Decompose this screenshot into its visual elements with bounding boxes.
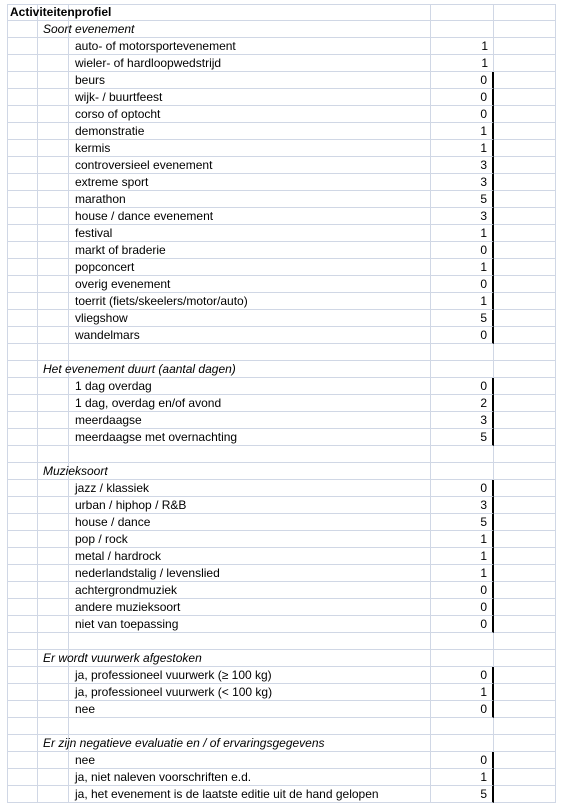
sheet-cell[interactable] — [38, 72, 69, 89]
item-value[interactable]: 0 — [431, 616, 494, 633]
item-row — [7, 582, 556, 599]
section-header: Muzieksoort — [43, 464, 108, 478]
item-label: house / dance — [75, 515, 151, 529]
sheet-cell[interactable] — [494, 752, 556, 769]
sheet-cell[interactable] — [494, 310, 556, 327]
sheet-cell[interactable] — [38, 752, 69, 769]
item-value[interactable]: 0 — [431, 276, 494, 293]
item-label: ja, professioneel vuurwerk (< 100 kg) — [75, 685, 273, 699]
sheet-cell[interactable] — [38, 123, 69, 140]
item-row — [7, 123, 556, 140]
sheet-cell[interactable] — [494, 106, 556, 123]
sheet-cell[interactable] — [431, 633, 494, 650]
sheet-cell[interactable] — [7, 55, 38, 72]
item-row — [7, 497, 556, 514]
sheet-cell[interactable] — [69, 140, 431, 157]
sheet-cell[interactable] — [38, 531, 69, 548]
sheet-cell[interactable] — [69, 463, 431, 480]
item-value[interactable]: 3 — [431, 174, 494, 191]
sheet-cell[interactable] — [7, 242, 38, 259]
item-value[interactable]: 1 — [431, 565, 494, 582]
sheet-cell[interactable] — [494, 208, 556, 225]
sheet-cell[interactable] — [7, 599, 38, 616]
item-value[interactable]: 1 — [431, 123, 494, 140]
item-label: nee — [75, 753, 96, 767]
sheet-cell[interactable] — [7, 378, 38, 395]
sheet-cell[interactable] — [38, 599, 69, 616]
sheet-cell[interactable] — [7, 786, 38, 803]
section-header: Er wordt vuurwerk afgestoken — [43, 651, 202, 665]
sheet-cell[interactable] — [38, 174, 69, 191]
item-label: niet van toepassing — [75, 617, 179, 631]
sheet-cell[interactable] — [7, 463, 38, 480]
sheet-cell[interactable] — [494, 429, 556, 446]
item-value[interactable]: 5 — [431, 310, 494, 327]
sheet-cell[interactable] — [38, 327, 69, 344]
item-value[interactable]: 5 — [431, 786, 494, 803]
item-row — [7, 208, 556, 225]
item-value[interactable]: 1 — [431, 55, 494, 72]
item-value[interactable]: 1 — [431, 548, 494, 565]
item-label: metal / hardrock — [75, 549, 162, 563]
item-row — [7, 276, 556, 293]
sheet-cell[interactable] — [494, 276, 556, 293]
item-row — [7, 429, 556, 446]
sheet-cell[interactable] — [7, 565, 38, 582]
sheet-cell[interactable] — [7, 344, 38, 361]
item-value[interactable]: 1 — [431, 531, 494, 548]
item-row — [7, 38, 556, 55]
sheet-cell[interactable] — [431, 718, 494, 735]
sheet-cell[interactable] — [38, 191, 69, 208]
item-value[interactable]: 5 — [431, 429, 494, 446]
sheet-cell[interactable] — [431, 446, 494, 463]
sheet-cell[interactable] — [7, 123, 38, 140]
section-header-row — [7, 463, 556, 480]
sheet-cell[interactable] — [38, 55, 69, 72]
sheet-cell[interactable] — [494, 565, 556, 582]
title-row — [7, 4, 556, 21]
item-label: wijk- / buurtfeest — [75, 90, 163, 104]
item-row — [7, 752, 556, 769]
item-label: beurs — [75, 73, 106, 87]
sheet-cell[interactable] — [7, 429, 38, 446]
sheet-cell[interactable] — [69, 344, 431, 361]
sheet-cell[interactable] — [7, 582, 38, 599]
item-row — [7, 514, 556, 531]
sheet-cell[interactable] — [7, 72, 38, 89]
item-row — [7, 786, 556, 803]
sheet-cell[interactable] — [69, 752, 431, 769]
sheet-cell[interactable] — [38, 633, 69, 650]
sheet-cell[interactable] — [38, 514, 69, 531]
item-label: meerdaagse — [75, 413, 142, 427]
item-value[interactable]: 0 — [431, 752, 494, 769]
item-label: marathon — [75, 192, 126, 206]
item-row — [7, 701, 556, 718]
sheet-cell[interactable] — [38, 259, 69, 276]
item-row — [7, 72, 556, 89]
sheet-cell[interactable] — [38, 276, 69, 293]
sheet-cell[interactable] — [494, 361, 556, 378]
spreadsheet-grid — [7, 4, 556, 803]
item-value[interactable]: 0 — [431, 701, 494, 718]
item-row — [7, 480, 556, 497]
sheet-cell[interactable] — [38, 106, 69, 123]
sheet-cell[interactable] — [7, 667, 38, 684]
item-row — [7, 565, 556, 582]
sheet-cell[interactable] — [7, 514, 38, 531]
sheet-cell[interactable] — [494, 463, 556, 480]
sheet-cell[interactable] — [7, 327, 38, 344]
item-label: urban / hiphop / R&B — [75, 498, 187, 512]
sheet-cell[interactable] — [69, 718, 431, 735]
section-header: Er zijn negatieve evaluatie en / of ervaringsgegevens — [43, 736, 325, 750]
item-label: nee — [75, 702, 96, 716]
item-value[interactable]: 0 — [431, 106, 494, 123]
item-row — [7, 548, 556, 565]
item-label: jazz / klassiek — [75, 481, 150, 495]
sheet-cell[interactable] — [494, 242, 556, 259]
sheet-cell[interactable] — [38, 225, 69, 242]
item-value[interactable]: 1 — [431, 38, 494, 55]
item-value[interactable]: 3 — [431, 208, 494, 225]
item-value[interactable]: 1 — [431, 293, 494, 310]
item-label: nederlandstalig / levenslied — [75, 566, 220, 580]
sheet-cell[interactable] — [7, 412, 38, 429]
item-row — [7, 157, 556, 174]
item-label: auto- of motorsportevenement — [75, 39, 236, 53]
sheet-cell[interactable] — [494, 72, 556, 89]
sheet-cell[interactable] — [38, 616, 69, 633]
sheet-cell[interactable] — [38, 667, 69, 684]
sheet-cell[interactable] — [38, 208, 69, 225]
sheet-cell[interactable] — [7, 650, 38, 667]
sheet-cell[interactable] — [7, 752, 38, 769]
sheet-cell[interactable] — [431, 361, 494, 378]
item-label: corso of optocht — [75, 107, 161, 121]
section-header-row — [7, 735, 556, 752]
sheet-cell[interactable] — [7, 106, 38, 123]
section-header: Soort evenement — [43, 22, 135, 36]
sheet-cell[interactable] — [38, 684, 69, 701]
sheet-cell[interactable] — [494, 718, 556, 735]
item-row — [7, 667, 556, 684]
sheet-cell[interactable] — [7, 140, 38, 157]
sheet-cell[interactable] — [69, 446, 431, 463]
item-row — [7, 293, 556, 310]
item-row — [7, 242, 556, 259]
item-row — [7, 191, 556, 208]
item-label: andere muzieksoort — [75, 600, 181, 614]
sheet-cell[interactable] — [7, 157, 38, 174]
empty-row — [7, 344, 556, 361]
sheet-cell[interactable] — [7, 548, 38, 565]
item-row — [7, 395, 556, 412]
sheet-cell[interactable] — [7, 208, 38, 225]
item-row — [7, 174, 556, 191]
sheet-cell[interactable] — [7, 497, 38, 514]
section-header-row — [7, 361, 556, 378]
item-value[interactable]: 0 — [431, 599, 494, 616]
sheet-cell[interactable] — [494, 599, 556, 616]
item-value[interactable]: 0 — [431, 89, 494, 106]
item-row — [7, 89, 556, 106]
sheet-cell[interactable] — [494, 446, 556, 463]
item-label: overig evenement — [75, 277, 171, 291]
sheet-cell[interactable] — [494, 735, 556, 752]
sheet-cell[interactable] — [494, 344, 556, 361]
sheet-cell[interactable] — [494, 633, 556, 650]
sheet-cell[interactable] — [7, 191, 38, 208]
sheet-cell[interactable] — [38, 701, 69, 718]
sheet-cell[interactable] — [431, 4, 494, 21]
item-value[interactable]: 3 — [431, 497, 494, 514]
sheet-cell[interactable] — [38, 378, 69, 395]
item-row — [7, 378, 556, 395]
sheet-cell[interactable] — [38, 242, 69, 259]
item-value[interactable]: 0 — [431, 72, 494, 89]
sheet-cell[interactable] — [494, 174, 556, 191]
sheet-cell[interactable] — [7, 174, 38, 191]
sheet-cell[interactable] — [38, 786, 69, 803]
item-label: demonstratie — [75, 124, 145, 138]
sheet-title: Activiteitenprofiel — [10, 5, 112, 19]
item-value[interactable]: 0 — [431, 667, 494, 684]
item-label: ja, niet naleven voorschriften e.d. — [75, 770, 252, 784]
item-value[interactable]: 0 — [431, 378, 494, 395]
item-label: extreme sport — [75, 175, 149, 189]
empty-row — [7, 446, 556, 463]
sheet-cell[interactable] — [494, 650, 556, 667]
item-label: festival — [75, 226, 113, 240]
sheet-cell[interactable] — [38, 582, 69, 599]
item-row — [7, 684, 556, 701]
section-header-row — [7, 650, 556, 667]
sheet-cell[interactable] — [431, 735, 494, 752]
sheet-cell[interactable] — [38, 480, 69, 497]
sheet-cell[interactable] — [69, 701, 431, 718]
sheet-cell[interactable] — [7, 38, 38, 55]
item-label: toerrit (fiets/skeelers/motor/auto) — [75, 294, 248, 308]
sheet-cell[interactable] — [431, 650, 494, 667]
sheet-cell[interactable] — [431, 21, 494, 38]
item-label: house / dance evenement — [75, 209, 214, 223]
item-label: meerdaagse met overnachting — [75, 430, 238, 444]
item-label: kermis — [75, 141, 111, 155]
sheet-cell[interactable] — [494, 616, 556, 633]
sheet-cell[interactable] — [494, 293, 556, 310]
sheet-cell[interactable] — [494, 548, 556, 565]
sheet-cell[interactable] — [7, 276, 38, 293]
sheet-cell[interactable] — [494, 38, 556, 55]
sheet-cell[interactable] — [7, 701, 38, 718]
sheet-cell[interactable] — [494, 123, 556, 140]
item-row — [7, 140, 556, 157]
sheet-cell[interactable] — [494, 395, 556, 412]
sheet-cell[interactable] — [494, 786, 556, 803]
sheet-cell[interactable] — [494, 21, 556, 38]
item-row — [7, 599, 556, 616]
sheet-cell[interactable] — [7, 718, 38, 735]
sheet-cell[interactable] — [494, 412, 556, 429]
item-row — [7, 225, 556, 242]
item-value[interactable]: 1 — [431, 140, 494, 157]
item-row — [7, 327, 556, 344]
sheet-cell[interactable] — [69, 72, 431, 89]
sheet-cell[interactable] — [38, 293, 69, 310]
sheet-cell[interactable] — [38, 446, 69, 463]
sheet-cell[interactable] — [38, 769, 69, 786]
sheet-cell[interactable] — [494, 514, 556, 531]
sheet-cell[interactable] — [7, 480, 38, 497]
sheet-cell[interactable] — [494, 531, 556, 548]
item-value[interactable]: 3 — [431, 157, 494, 174]
section-header: Het evenement duurt (aantal dagen) — [43, 362, 236, 376]
sheet-cell[interactable] — [7, 259, 38, 276]
item-label: popconcert — [75, 260, 135, 274]
sheet-cell[interactable] — [38, 548, 69, 565]
sheet-cell[interactable] — [38, 412, 69, 429]
sheet-cell[interactable] — [494, 55, 556, 72]
sheet-cell[interactable] — [38, 89, 69, 106]
sheet-cell[interactable] — [7, 293, 38, 310]
sheet-cell[interactable] — [494, 4, 556, 21]
sheet-cell[interactable] — [38, 344, 69, 361]
sheet-cell[interactable] — [69, 633, 431, 650]
sheet-cell[interactable] — [7, 225, 38, 242]
empty-row — [7, 633, 556, 650]
item-value[interactable]: 5 — [431, 514, 494, 531]
item-row — [7, 531, 556, 548]
item-row — [7, 616, 556, 633]
sheet-cell[interactable] — [38, 157, 69, 174]
sheet-cell[interactable] — [494, 480, 556, 497]
sheet-cell[interactable] — [38, 310, 69, 327]
item-value[interactable]: 0 — [431, 327, 494, 344]
sheet-cell[interactable] — [38, 718, 69, 735]
sheet-cell[interactable] — [494, 769, 556, 786]
item-label: ja, het evenement is de laatste editie uit de hand gelopen — [75, 787, 379, 801]
sheet-cell[interactable] — [38, 140, 69, 157]
sheet-cell[interactable] — [38, 395, 69, 412]
sheet-cell[interactable] — [494, 497, 556, 514]
section-header-row — [7, 21, 556, 38]
item-row — [7, 55, 556, 72]
sheet-cell[interactable] — [7, 89, 38, 106]
sheet-cell[interactable] — [494, 225, 556, 242]
item-label: achtergrondmuziek — [75, 583, 178, 597]
sheet-cell[interactable] — [7, 633, 38, 650]
item-value[interactable]: 1 — [431, 225, 494, 242]
item-value[interactable]: 3 — [431, 412, 494, 429]
item-value[interactable]: 1 — [431, 684, 494, 701]
sheet-cell[interactable] — [494, 140, 556, 157]
item-label: 1 dag, overdag en/of avond — [75, 396, 222, 410]
sheet-cell[interactable] — [494, 191, 556, 208]
item-row — [7, 106, 556, 123]
item-label: controversieel evenement — [75, 158, 213, 172]
sheet-cell[interactable] — [7, 361, 38, 378]
sheet-cell[interactable] — [38, 429, 69, 446]
item-row — [7, 310, 556, 327]
item-label: wandelmars — [75, 328, 140, 342]
sheet-cell[interactable] — [38, 565, 69, 582]
sheet-cell[interactable] — [494, 157, 556, 174]
item-label: ja, professioneel vuurwerk (≥ 100 kg) — [75, 668, 272, 682]
empty-row — [7, 718, 556, 735]
sheet-cell[interactable] — [7, 21, 38, 38]
item-value[interactable]: 0 — [431, 480, 494, 497]
sheet-cell[interactable] — [7, 684, 38, 701]
sheet-cell[interactable] — [7, 735, 38, 752]
item-row — [7, 412, 556, 429]
item-value[interactable]: 5 — [431, 191, 494, 208]
item-label: pop / rock — [75, 532, 128, 546]
sheet-cell[interactable] — [7, 769, 38, 786]
sheet-cell[interactable] — [494, 701, 556, 718]
sheet-cell[interactable] — [38, 38, 69, 55]
sheet-cell[interactable] — [7, 531, 38, 548]
sheet-cell[interactable] — [431, 344, 494, 361]
item-label: wieler- of hardloopwedstrijd — [75, 56, 222, 70]
sheet-cell[interactable] — [494, 89, 556, 106]
item-value[interactable]: 1 — [431, 769, 494, 786]
sheet-cell[interactable] — [69, 225, 431, 242]
sheet-cell[interactable] — [494, 667, 556, 684]
item-value[interactable]: 0 — [431, 242, 494, 259]
item-value[interactable]: 1 — [431, 259, 494, 276]
sheet-cell[interactable] — [494, 378, 556, 395]
sheet-cell[interactable] — [7, 446, 38, 463]
item-row — [7, 769, 556, 786]
item-label: markt of braderie — [75, 243, 166, 257]
sheet-cell[interactable] — [7, 616, 38, 633]
sheet-cell[interactable] — [431, 463, 494, 480]
item-label: 1 dag overdag — [75, 379, 152, 393]
item-row — [7, 259, 556, 276]
item-value[interactable]: 0 — [431, 582, 494, 599]
sheet-cell[interactable] — [69, 4, 431, 21]
item-value[interactable]: 2 — [431, 395, 494, 412]
sheet-cell[interactable] — [7, 310, 38, 327]
item-label: vliegshow — [75, 311, 128, 325]
sheet-cell[interactable] — [7, 395, 38, 412]
sheet-cell[interactable] — [38, 497, 69, 514]
sheet-cell[interactable] — [494, 684, 556, 701]
sheet-cell[interactable] — [494, 327, 556, 344]
sheet-cell[interactable] — [494, 259, 556, 276]
sheet-cell[interactable] — [494, 582, 556, 599]
